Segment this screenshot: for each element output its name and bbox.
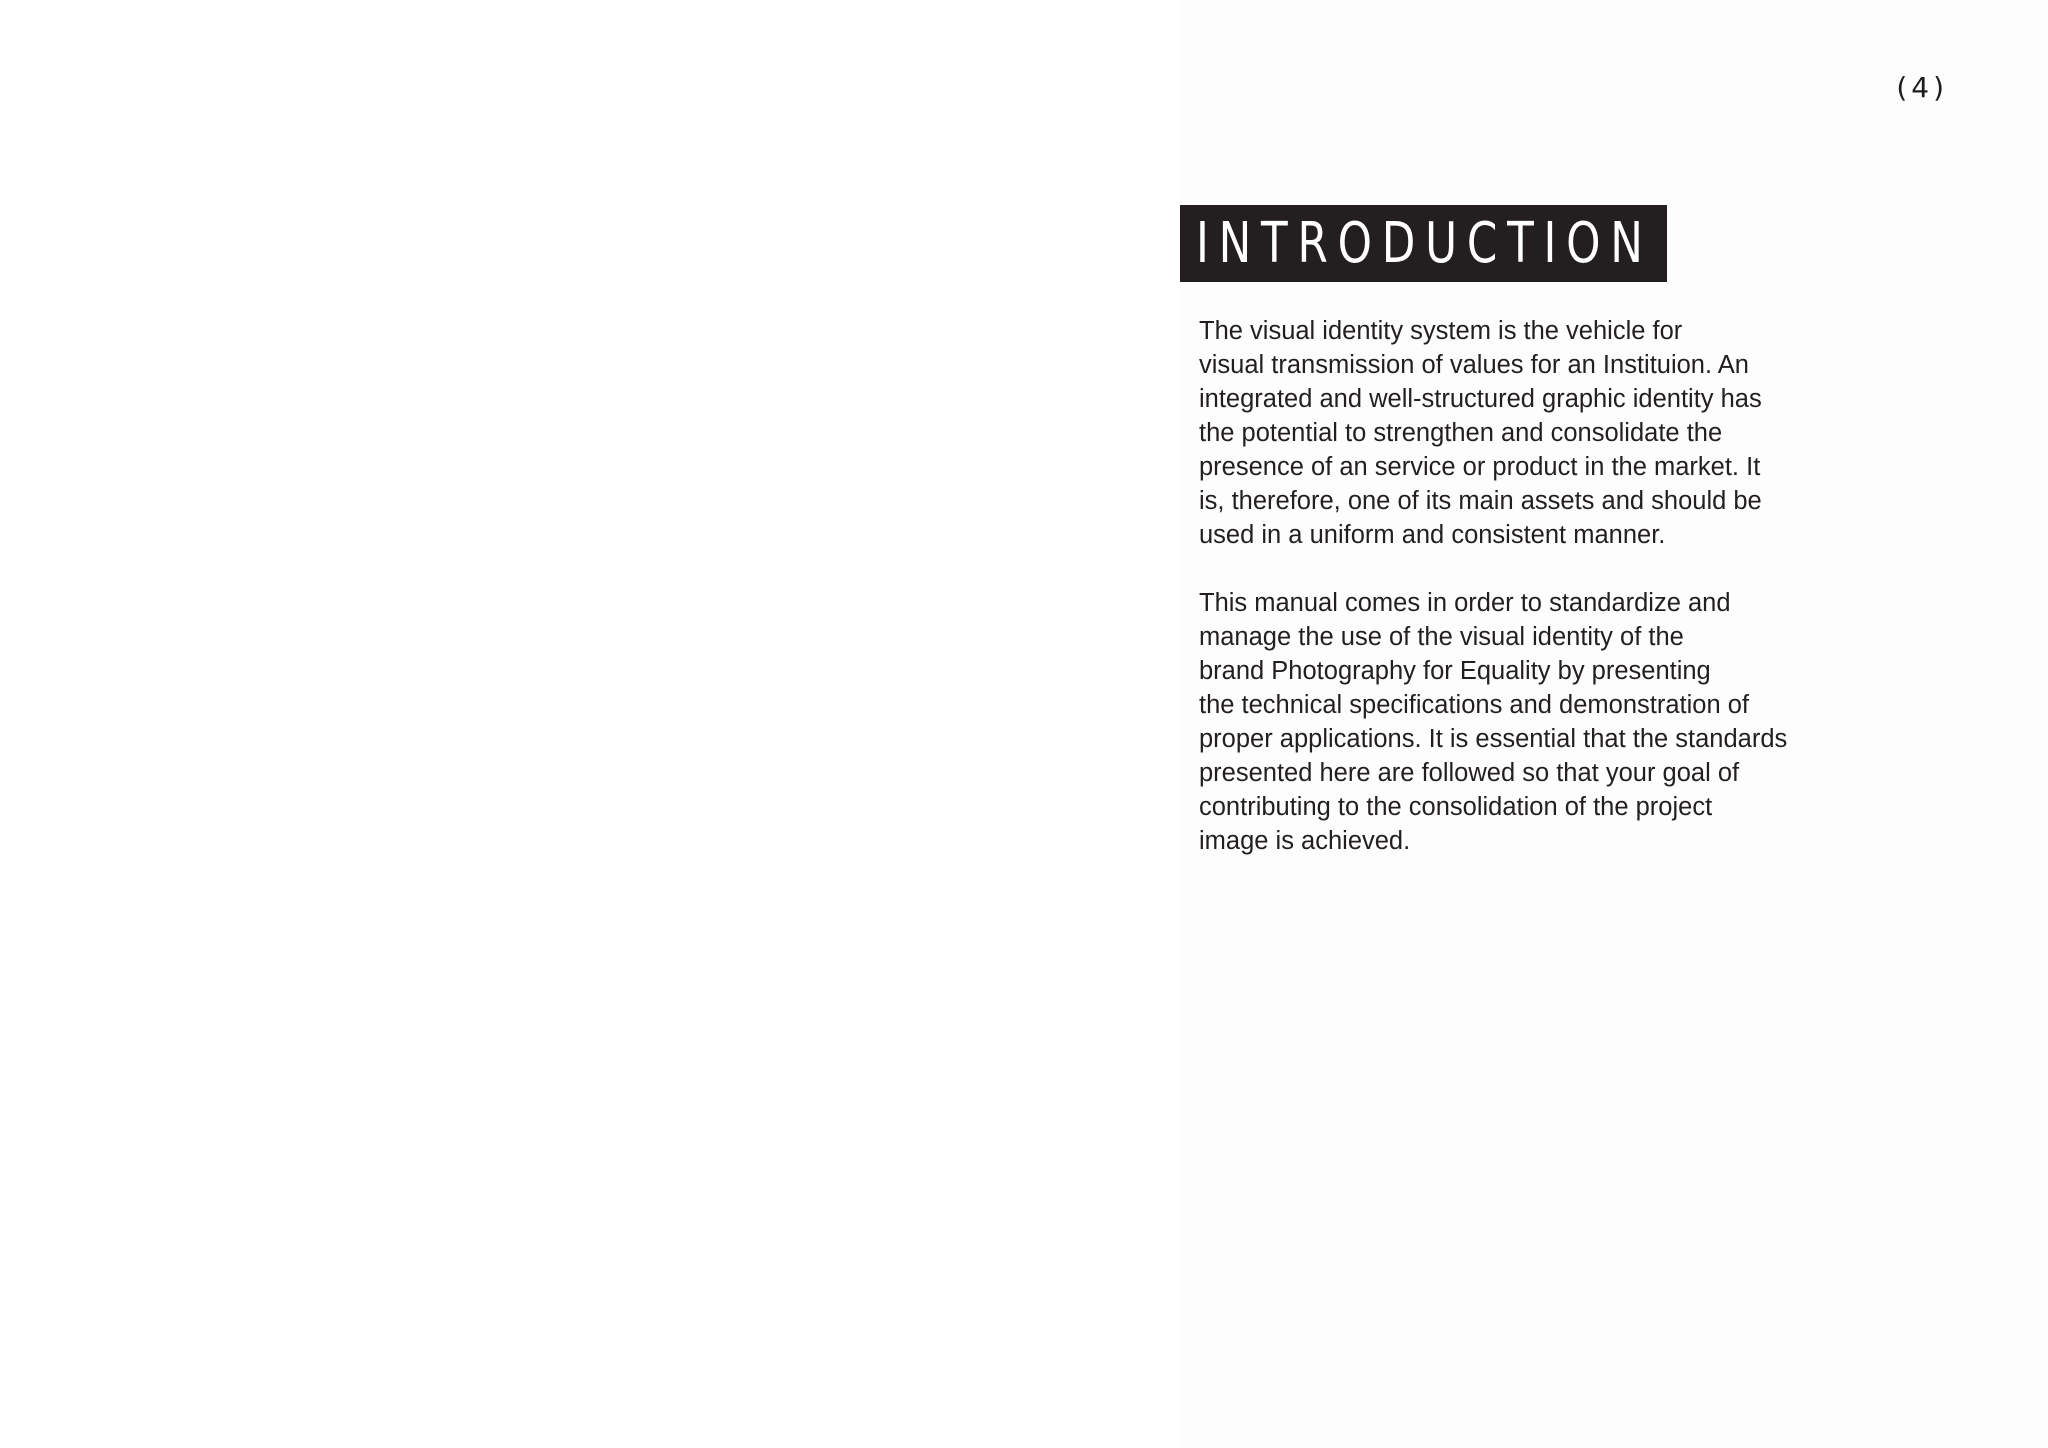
section-title-block — [1180, 205, 1667, 282]
intro-paragraph-2: This manual comes in order to standardize and manage the use of the visual identity of the brand Photography for Equality by presenting the technical specifications and demonstration of proper applications. It is essential that the standards presented here are followed so that your goal of contributing to the consolidation of the project image is achieved. — [1199, 589, 1788, 855]
intro-paragraph-1: The visual identity system is the vehicle for visual transmission of values for an Instituion. An integrated and well-structured graphic identity has the potential to strengthen and consolidate the presence of an service or product in the market. It is, therefore, one of its main assets and should be used in a uniform and consistent manner. — [1199, 317, 1762, 549]
page-number: (4) — [1896, 71, 1948, 104]
body-copy — [1199, 314, 1819, 858]
section-title: INTRODUCTION — [1196, 210, 1653, 276]
